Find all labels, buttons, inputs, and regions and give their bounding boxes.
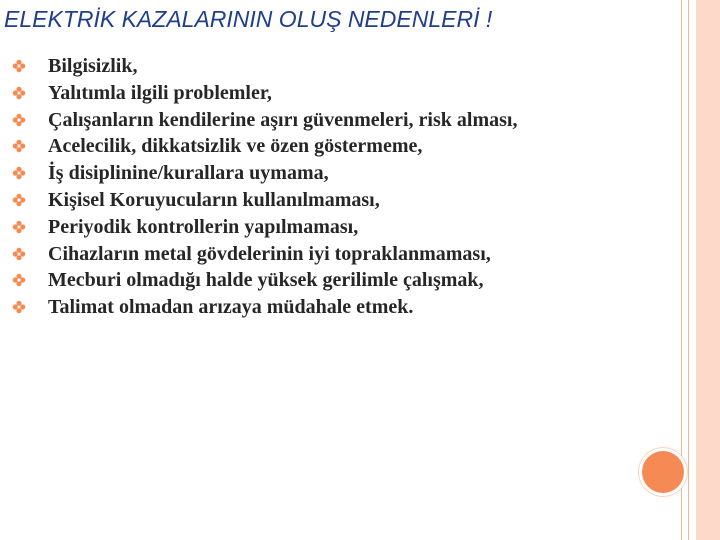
slide-title: ELEKTRİK KAZALARININ OLUŞ NEDENLERİ ! [4,6,493,32]
list-item-text: Yalıtımla ilgili problemler, [48,81,272,104]
flower-bullet-icon [12,247,26,261]
decorative-side-line [688,0,689,540]
bullet-list [12,53,612,321]
list-item [12,267,612,294]
list-item-text: Bilgisizlik, [48,55,138,77]
list-item-text: Mecburi olmadığı halde yüksek gerilimle çalışmak, [48,269,484,292]
list-item [12,241,612,268]
decorative-side-band [696,0,720,540]
flower-bullet-icon [12,139,26,153]
flower-bullet-icon [12,59,26,73]
flower-bullet-icon [12,166,26,180]
flower-bullet-icon [12,300,26,314]
list-item-text: İş disiplinine/kurallara uymama, [48,162,329,185]
list-item-text: Çalışanların kendilerine aşırı güvenmeleri, risk alması, [48,108,518,131]
list-item [12,294,612,321]
list-item-text: Cihazların metal gövdelerinin iyi topraklanmaması, [48,242,491,265]
list-item-text: Kişisel Koruyucuların kullanılmaması, [48,188,380,211]
flower-bullet-icon [12,220,26,234]
decorative-circle [642,451,684,493]
list-item [12,187,612,214]
list-item [12,214,612,241]
list-item-text: Periyodik kontrollerin yapılmaması, [48,215,359,238]
list-item-text: Talimat olmadan arızaya müdahale etmek. [48,296,414,319]
list-item [12,53,612,80]
list-item [12,160,612,187]
list-item [12,80,612,107]
flower-bullet-icon [12,273,26,287]
flower-bullet-icon [12,193,26,207]
list-item-text: Acelecilik, dikkatsizlik ve özen göstermeme, [48,135,423,158]
list-item [12,133,612,160]
flower-bullet-icon [12,86,26,100]
flower-bullet-icon [12,113,26,127]
list-item [12,107,612,134]
